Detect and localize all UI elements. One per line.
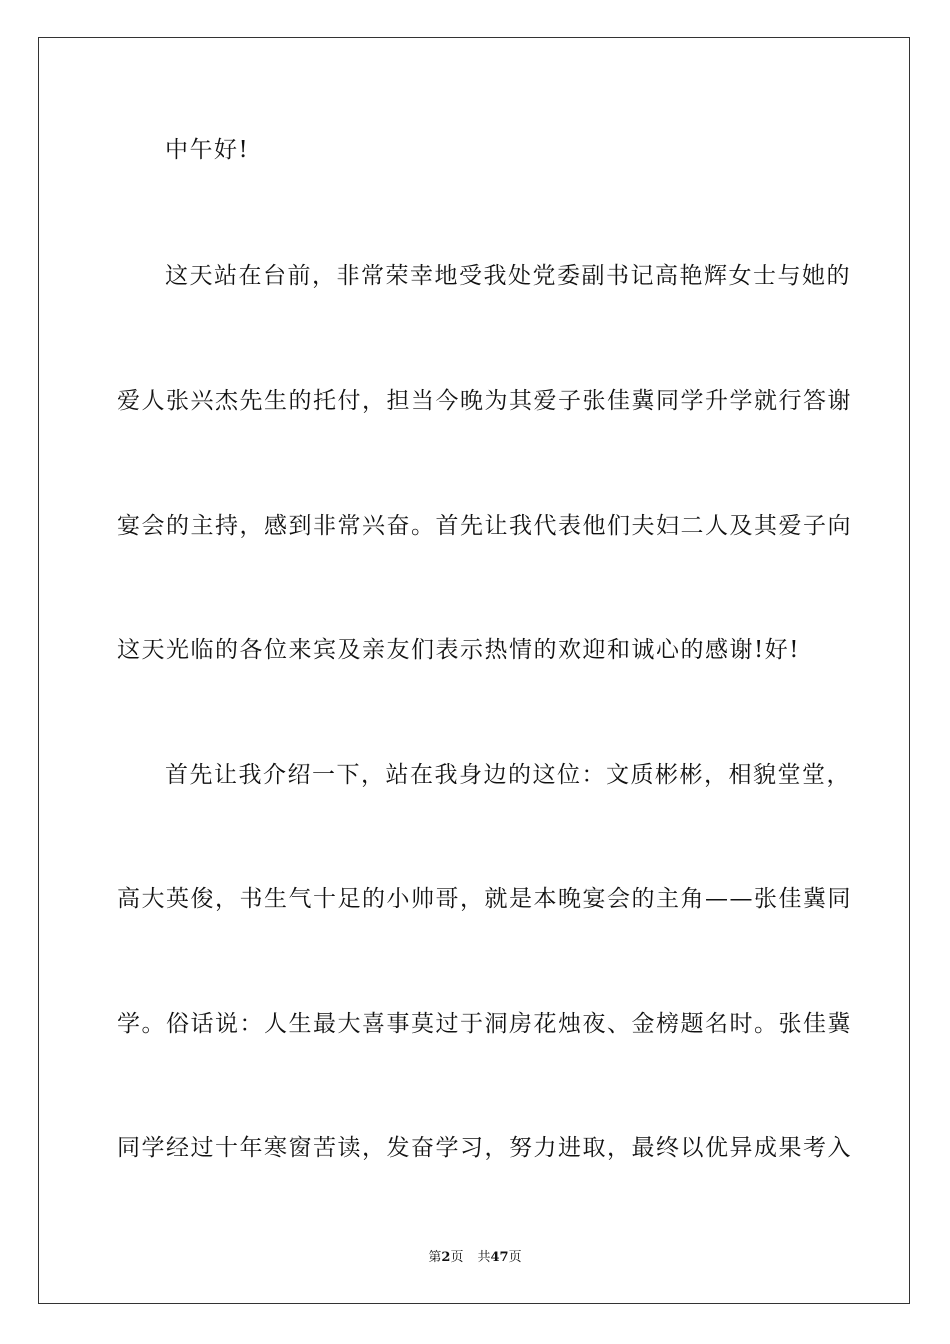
text-line: 中午好! bbox=[165, 137, 250, 163]
text-line: 学。俗话说：人生最大喜事莫过于洞房花烛夜、金榜题名时。张佳冀 bbox=[117, 1011, 852, 1037]
page-border bbox=[38, 37, 910, 1304]
page-prefix: 第 bbox=[428, 1250, 442, 1265]
total-pages: 47 bbox=[490, 1250, 509, 1265]
text-line: 爱人张兴杰先生的托付，担当今晚为其爱子张佳冀同学升学就行答谢 bbox=[117, 388, 852, 414]
total-prefix: 共 bbox=[477, 1250, 491, 1265]
text-line: 这天光临的各位来宾及亲友们表示热情的欢迎和诚心的感谢!好! bbox=[117, 637, 800, 663]
text-line: 这天站在台前，非常荣幸地受我处党委副书记高艳辉女士与她的 bbox=[165, 263, 851, 289]
text-line: 首先让我介绍一下，站在我身边的这位：文质彬彬，相貌堂堂， bbox=[165, 762, 851, 788]
text-line: 同学经过十年寒窗苦读，发奋学习，努力进取，最终以优异成果考入 bbox=[117, 1135, 852, 1161]
page-suffix: 页 bbox=[450, 1250, 464, 1265]
text-line: 高大英俊，书生气十足的小帅哥，就是本晚宴会的主角——张佳冀同 bbox=[117, 886, 852, 912]
text-line: 宴会的主持，感到非常兴奋。首先让我代表他们夫妇二人及其爱子向 bbox=[117, 513, 852, 539]
total-suffix: 页 bbox=[508, 1250, 522, 1265]
page-footer bbox=[0, 1250, 950, 1266]
page-number: 2 bbox=[441, 1250, 451, 1265]
